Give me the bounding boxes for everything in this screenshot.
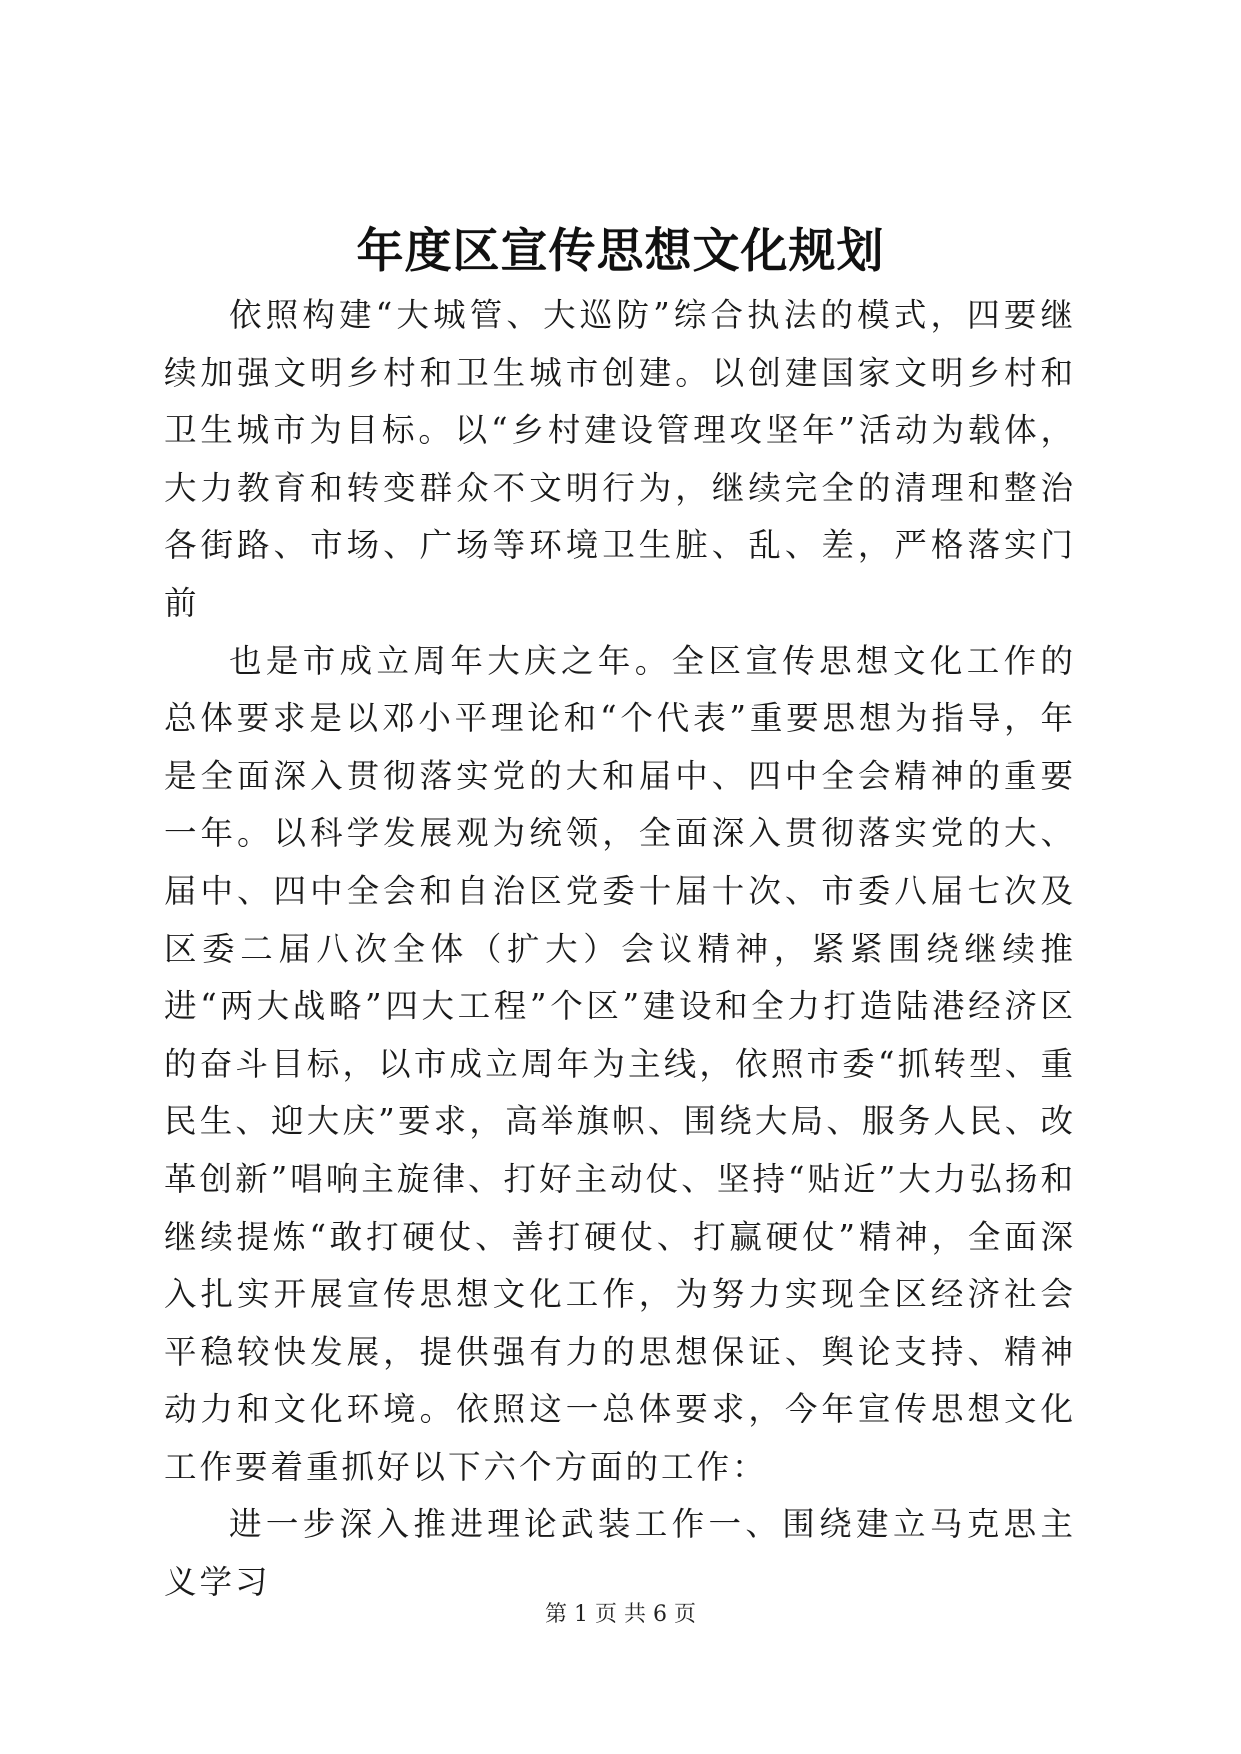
page-footer	[0, 1600, 1241, 1630]
paragraph-2: 也是市成立周年大庆之年。全区宣传思想文化工作的总体要求是以邓小平理论和“个代表”重要思想为指导，年是全面深入贯彻落实党的大和届中、四中全会精神的重要一年。以科学发展观为统领，全面深入贯彻落实党的大、届中、四中全会和自治区党委十届十次、市委八届七次及区委二届八次全体（扩大）会议精神，紧紧围绕继续推进“两大战略”四大工程”个区”建设和全力打造陆港经济区的奋斗目标，以市成立周年为主线，依照市委“抓转型、重民生、迎大庆”要求，高举旗帜、围绕大局、服务人民、改革创新”唱响主旋律、打好主动仗、坚持“贴近”大力弘扬和继续提炼“敢打硬仗、善打硬仗、打赢硬仗”精神，全面深入扎实开展宣传思想文化工作，为努力实现全区经济社会平稳较快发展，提供强有力的思想保证、舆论支持、精神动力和文化环境。依照这一总体要求，今年宣传思想文化工作要着重抓好以下六个方面的工作：	[164, 641, 1076, 1486]
paragraph-3: 进一步深入推进理论武装工作一、围绕建立马克思主义学习	[164, 1505, 1076, 1602]
document-title: 年度区宣传思想文化规划	[356, 224, 885, 279]
page-number-label: 第 1 页 共 6 页	[545, 1602, 696, 1627]
document-body	[164, 287, 1076, 1612]
paragraph-1: 依照构建“大城管、大巡防”综合执法的模式，四要继续加强文明乡村和卫生城市创建。以创建国家文明乡村和卫生城市为目标。以“乡村建设管理攻坚年”活动为载体，大力教育和转变群众不文明行为，继续完全的清理和整治各街路、市场、广场等环境卫生脏、乱、差，严格落实门前	[164, 296, 1076, 622]
